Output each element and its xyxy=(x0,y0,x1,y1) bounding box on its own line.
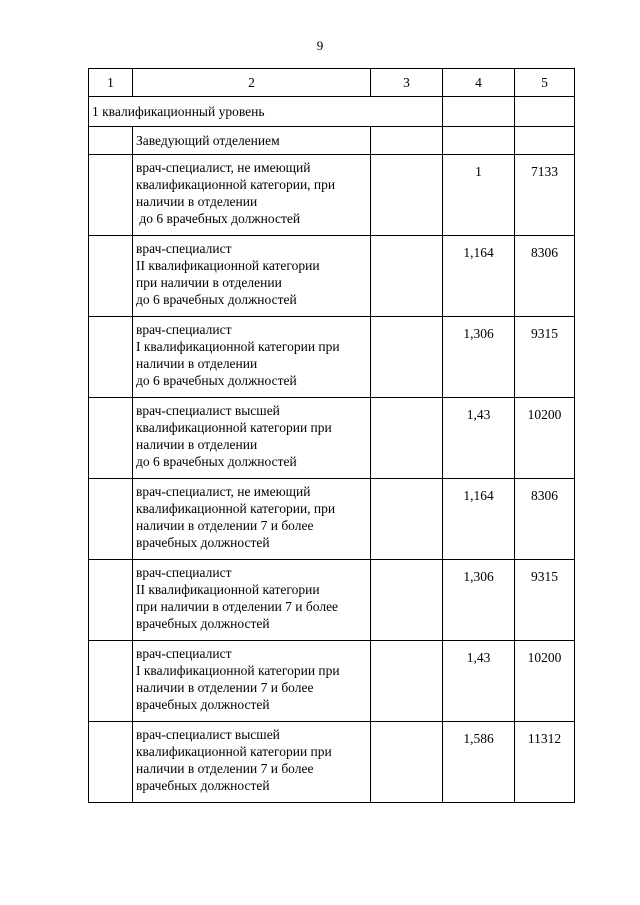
position-line: II квалификационной категории xyxy=(136,582,320,597)
position-cell xyxy=(133,722,371,803)
header-row xyxy=(89,69,575,97)
position-line: врачебных должностей xyxy=(136,697,270,712)
position-line: до 6 врачебных должностей xyxy=(136,292,297,307)
position-cell xyxy=(133,317,371,398)
coefficient-cell: 1,164 xyxy=(443,236,515,317)
salary-cell: 8306 xyxy=(515,236,575,317)
position-line: наличии в отделении xyxy=(136,437,258,452)
section-empty-cell-3 xyxy=(371,127,443,155)
qualification-level-label: 1 квалификационный уровень xyxy=(89,97,443,127)
section-row xyxy=(89,127,575,155)
empty-cell xyxy=(371,722,443,803)
position-line: наличии в отделении xyxy=(136,356,258,371)
position-line: наличии в отделении 7 и более xyxy=(136,761,314,776)
position-line: квалификационной категории, при xyxy=(136,501,336,516)
position-line: врачебных должностей xyxy=(136,535,270,550)
row-number-cell xyxy=(89,155,133,236)
table-row xyxy=(89,317,575,398)
position-cell xyxy=(133,236,371,317)
position-line: квалификационной категории при xyxy=(136,420,332,435)
position-line: врач-специалист, не имеющий xyxy=(136,484,311,499)
position-line: наличии в отделении 7 и более xyxy=(136,518,314,533)
salary-cell: 10200 xyxy=(515,398,575,479)
position-line: врачебных должностей xyxy=(136,778,270,793)
table-row xyxy=(89,560,575,641)
coefficient-cell: 1,586 xyxy=(443,722,515,803)
header-cell-4: 4 xyxy=(443,69,515,97)
position-cell xyxy=(133,560,371,641)
empty-cell xyxy=(371,641,443,722)
empty-cell xyxy=(371,398,443,479)
position-line: врач-специалист высшей xyxy=(136,403,280,418)
position-cell xyxy=(133,479,371,560)
position-line: квалификационной категории при xyxy=(136,744,332,759)
position-line: до 6 врачебных должностей xyxy=(136,211,301,226)
header-cell-2: 2 xyxy=(133,69,371,97)
position-line: I квалификационной категории при xyxy=(136,663,340,678)
row-number-cell xyxy=(89,479,133,560)
salary-table xyxy=(88,68,575,803)
coefficient-cell: 1,306 xyxy=(443,560,515,641)
coefficient-cell: 1,43 xyxy=(443,398,515,479)
position-line: наличии в отделении 7 и более xyxy=(136,680,314,695)
position-line: наличии в отделении xyxy=(136,194,258,209)
table-row xyxy=(89,479,575,560)
salary-cell: 11312 xyxy=(515,722,575,803)
salary-cell: 7133 xyxy=(515,155,575,236)
position-line: II квалификационной категории xyxy=(136,258,320,273)
position-line: до 6 врачебных должностей xyxy=(136,373,297,388)
position-line: при наличии в отделении xyxy=(136,275,282,290)
qualification-level-row xyxy=(89,97,575,127)
position-line: врач-специалист xyxy=(136,565,232,580)
salary-cell: 8306 xyxy=(515,479,575,560)
position-cell xyxy=(133,641,371,722)
salary-cell: 10200 xyxy=(515,641,575,722)
position-line: врач-специалист, не имеющий xyxy=(136,160,311,175)
empty-cell xyxy=(371,560,443,641)
table-row xyxy=(89,398,575,479)
row-number-cell xyxy=(89,236,133,317)
row-number-cell xyxy=(89,560,133,641)
header-cell-3: 3 xyxy=(371,69,443,97)
position-line: врач-специалист xyxy=(136,241,232,256)
coefficient-cell: 1,164 xyxy=(443,479,515,560)
header-cell-1: 1 xyxy=(89,69,133,97)
level-empty-cell-4 xyxy=(443,97,515,127)
position-line: врач-специалист xyxy=(136,646,232,661)
table-row xyxy=(89,236,575,317)
empty-cell xyxy=(371,236,443,317)
position-line: I квалификационной категории при xyxy=(136,339,340,354)
empty-cell xyxy=(371,479,443,560)
section-label: Заведующий отделением xyxy=(133,127,371,155)
level-empty-cell-5 xyxy=(515,97,575,127)
row-number-cell xyxy=(89,398,133,479)
page-number: 9 xyxy=(316,38,324,53)
coefficient-cell: 1,43 xyxy=(443,641,515,722)
position-line: квалификационной категории, при xyxy=(136,177,336,192)
empty-cell xyxy=(371,155,443,236)
table-row xyxy=(89,641,575,722)
position-line: при наличии в отделении 7 и более xyxy=(136,599,339,614)
row-number-cell xyxy=(89,641,133,722)
section-empty-cell-5 xyxy=(515,127,575,155)
position-cell xyxy=(133,398,371,479)
position-line: врач-специалист xyxy=(136,322,232,337)
table-row xyxy=(89,155,575,236)
empty-cell xyxy=(371,317,443,398)
position-line: до 6 врачебных должностей xyxy=(136,454,297,469)
position-cell xyxy=(133,155,371,236)
coefficient-cell: 1 xyxy=(443,155,515,236)
section-empty-cell-1 xyxy=(89,127,133,155)
row-number-cell xyxy=(89,722,133,803)
header-cell-5: 5 xyxy=(515,69,575,97)
position-line: врач-специалист высшей xyxy=(136,727,280,742)
salary-cell: 9315 xyxy=(515,560,575,641)
position-line: врачебных должностей xyxy=(136,616,270,631)
section-empty-cell-4 xyxy=(443,127,515,155)
table-row xyxy=(89,722,575,803)
coefficient-cell: 1,306 xyxy=(443,317,515,398)
table-body xyxy=(89,69,575,803)
salary-cell: 9315 xyxy=(515,317,575,398)
row-number-cell xyxy=(89,317,133,398)
